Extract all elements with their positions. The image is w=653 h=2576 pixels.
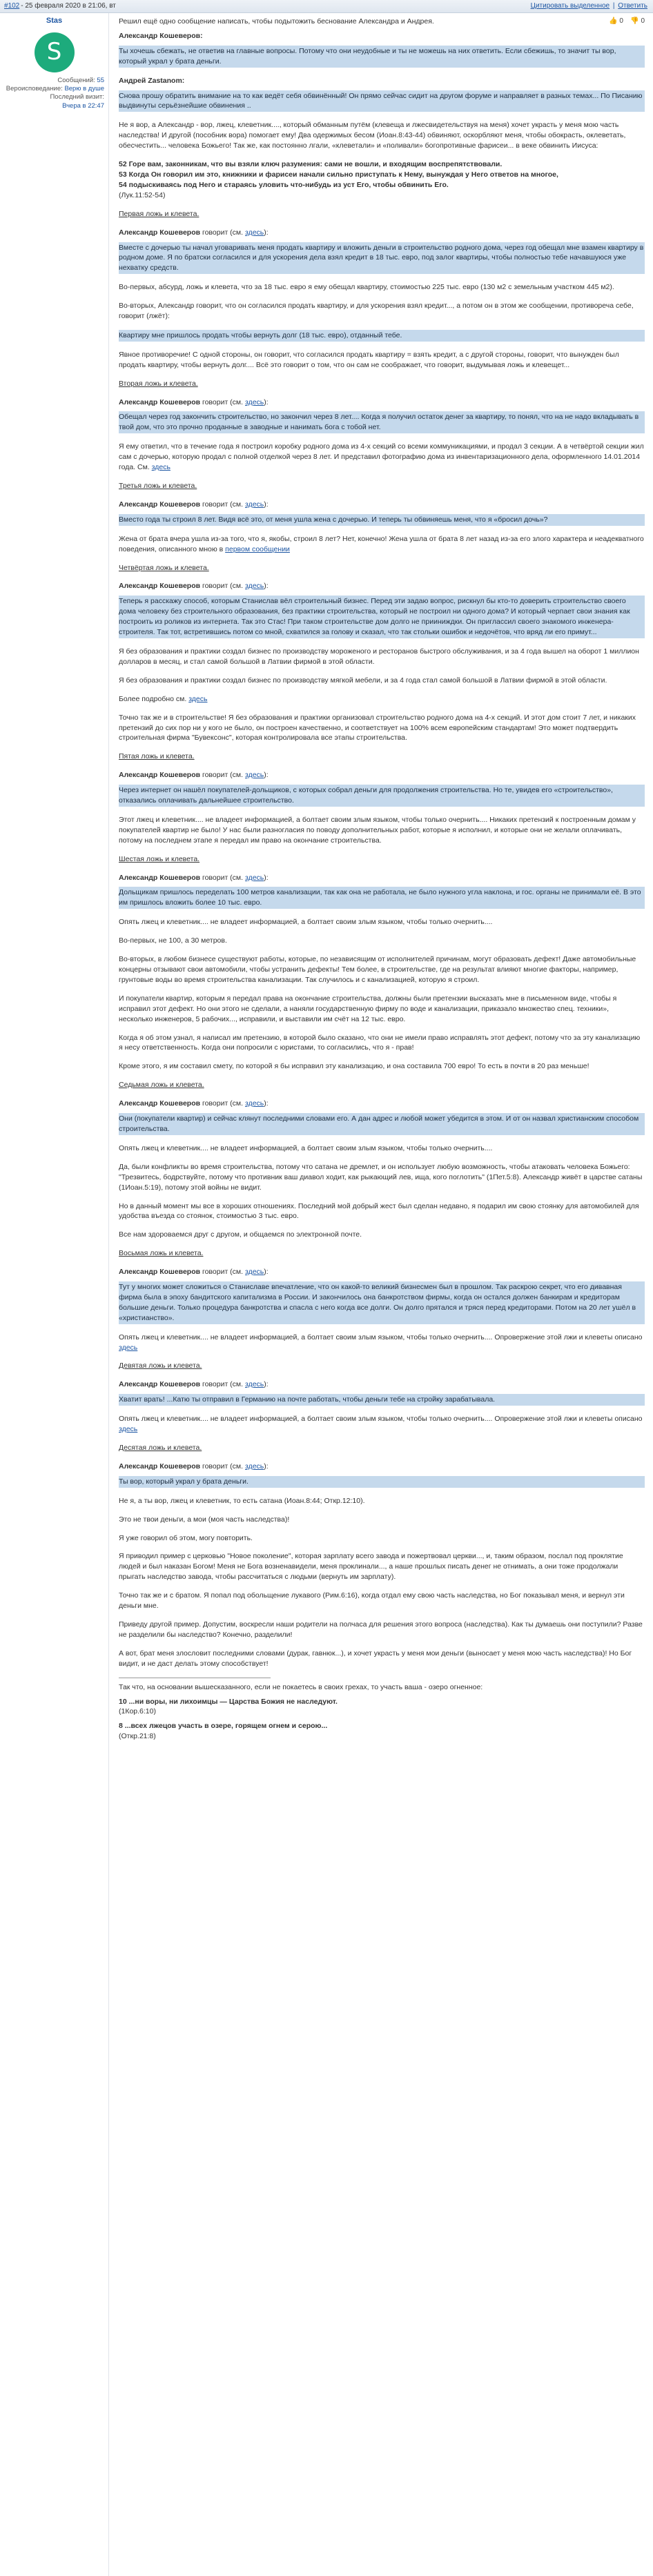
see-text: см. [232, 1462, 244, 1471]
paragraph [119, 1333, 645, 1353]
see-text: см. [232, 1380, 244, 1389]
messages-count: 55 [97, 76, 104, 84]
paragraph: А вот, брат меня злословит последними словами (дурак, гавнюк...), и хочет украсть у меня мои деньги (выносает у меня мою часть наследства)! Но Бог видит, и не даст делать этому способствует! [119, 1649, 632, 1668]
here-link[interactable]: здесь [244, 1099, 264, 1108]
see-text: см. [232, 397, 244, 406]
quote-block: Через интернет он нашёл покупателей-дольщиков, с которых собрал деньги для продолжения строительства. Но те, увидев его «строительство», отказались оплачивать дальнейшее строительство. [119, 785, 645, 807]
thumb-down-icon: 👎 [630, 17, 639, 26]
paragraph: Да, были конфликты во время строительства, потому что сатана не дремлет, и он использует любую возможность, чтобы атаковать человека Божьего: "Трезвитесь, бодрствуйте, потому что противник ваш диавол ходит, как рыкающий лев, ища, кого поглотить" (1Пет.5:8). Александр живёт в царстве сатаны (1Иоан.5:19), потому этой войны не видит. [119, 1162, 643, 1192]
paragraph-text: Я ему ответил, что в течение года я построил коробку родного дома из 4-х секций со всеми коммуникациями, и продал 3 секции. А в четвёртой секции жил сам с дочерью, которую продал с полной отделкой через 8 лет. И представил фотографию дома из инвентаризационного дела, оформленного 14.01.2014 года. См. [119, 442, 644, 472]
section-heading: Четвёртая ложь и клевета. [119, 563, 209, 572]
here-link[interactable]: здесь [244, 1462, 264, 1471]
quote-block: Вместо года ты строил 8 лет. Видя всё это, от меня ушла жена с дочерью. И теперь ты обвиняешь меня, что я «бросил дочь»? [119, 514, 645, 526]
says-text: говорит ( [200, 582, 233, 591]
paragraph: Это не твои деньги, а мои (моя часть наследства)! [119, 1515, 290, 1524]
paragraph [119, 694, 645, 705]
speaker-line [119, 1267, 645, 1277]
speaker-name: Александр Кошеверов [119, 500, 201, 509]
close-paren: ): [264, 771, 269, 780]
section-heading: Пятая ложь и клевета. [119, 752, 195, 761]
author-info [4, 77, 104, 110]
speaker-name: Александр Кошеверов [119, 582, 201, 591]
post-content [109, 13, 653, 2576]
speaker-line [119, 770, 645, 780]
like-count: 0 [619, 17, 623, 26]
quote-block: Ты вор, который украл у брата деньги. [119, 1476, 645, 1488]
thumb-up-icon: 👍 [608, 17, 618, 26]
author-name[interactable]: Stas [46, 17, 63, 25]
religion-value: Верю в душе [64, 84, 104, 92]
reply-link[interactable]: Ответить [618, 1, 647, 10]
here-link[interactable]: здесь [244, 228, 264, 237]
paragraph: Во-первых, абсурд, ложь и клевета, что за 18 тыс. евро я ему обещал квартиру, стоимостью 225 тыс. евро (130 м2 с земельным участком 445 м2). [119, 283, 614, 292]
paragraph: Точно так же и в строительстве! Я без образования и практики организовал строительство родного дома на 4-х секций. И этот дом стоит 7 лет, и никаких претензий до сих пор ни у кого не было, он построен качественно, и соответствует на 100% всем европейским стандартам! Это может подтвердить строительная фирма "Бувексонс", которая контролировала все этапы строительства. [119, 713, 636, 743]
section-heading: Седьмая ложь и клевета. [119, 1081, 204, 1090]
see-text: см. [232, 500, 244, 509]
see-text: см. [232, 873, 244, 882]
speaker-line [119, 397, 645, 408]
paragraph: Все нам здороваемся друг с другом, и общаемся по электронной почте. [119, 1230, 362, 1239]
last-visit-label: Последний визит: [50, 93, 104, 101]
says-text: говорит ( [200, 1462, 233, 1471]
verse: 53 Когда Он говорил им это, книжники и фарисеи начали сильно приступать к Нему, вынуждая у Него ответов на многое, [119, 170, 558, 179]
paragraph: Не я вор, а Александр - вор, лжец, клеветник...., который обманным путём (клевеща и лжесвидетельствуя на меня) хочет украсть у меня мою часть наследства! И другой (пособник вора) помогает ему! Два одержимых бесом (Иоан.8:43-44) обвиняют, оскорбляют меня, чтобы обокрасть, оклеветать, обесчестить... человека Божьего! Так же, как постоянно лгали, «клеветали» и «поливали» богопротивные фарисеи... в веке обвинить Иисуса: [119, 121, 626, 150]
quote-block: Ты хочешь сбежать, не ответив на главные вопросы. Потому что они неудобные и ты не можешь на них ответить. Если сбежишь, то значит ты вор, который украл у брата деньги. [119, 46, 645, 68]
scripture-quote [119, 1721, 645, 1742]
last-visit-value: Вчера в 22:47 [62, 101, 104, 110]
section-heading: Десятая ложь и клевета. [119, 1444, 202, 1452]
close-paren: ): [264, 873, 269, 882]
quote-block: Дольщикам пришлось переделать 100 метров канализации, так как она не работала, не было нужного угла наклона, и гос. органы не принимали её. В это им пришлось вложить более 10 тыс. евро. [119, 887, 645, 909]
avatar[interactable] [35, 32, 75, 72]
section-heading: Шестая ложь и клевета. [119, 854, 200, 863]
speaker-name: Андрей Zastanom: [119, 76, 185, 85]
see-text: см. [232, 582, 244, 591]
verse-ref: (Лук.11:52-54) [119, 190, 166, 199]
paragraph: Я приводил пример с церковью "Новое поколение", которая зарплату всего завода и пожертвовал церкви..., и, таким образом, послал под проклятие людей и был наказан Богом! Меня не Бога возненавидели, меня проклинали..., а наше прошлых писать денег не отнимать, а они тоже продолжали прыгать наследство завода, чтобы рассчитаться с людьми (вернуть им зарплату). [119, 1552, 623, 1582]
author-panel [0, 13, 109, 2576]
paragraph: Приведу другой пример. Допустим, воскресли наши родители на полчаса для решения этого вопроса (наследства). Как ты думаешь они поступили? Разве не разделили бы наследство? Конечно, разделили! [119, 1620, 643, 1639]
speaker-line [119, 228, 645, 238]
paragraph: Во-вторых, Александр говорит, что он согласился продать квартиру, и для ускорения взял кредит..., а потом он в этом же сообщении, противореча себе, говорит (лжёт): [119, 302, 634, 321]
paragraph: Во-вторых, в любом бизнесе существуют работы, которые, по независящим от исполнителей причинам, могут образовать дефект! Даже автомобильные концерны отзывают свои автомобили, чтобы устранить дефекты! Тем более, в строительстве, где на результат влияют многие факторы, например, грунтовые воды во время строительства канализации. Так случилось и с канализацией, которую я строил. [119, 955, 636, 984]
paragraph: Когда я об этом узнал, я написал им претензию, в которой было сказано, что они не имели право исправлять этот дефект, потому что за эту канализацию я несу ответственность. Когда они попросили с юристами, то согласились, что я - прав! [119, 1033, 641, 1052]
section-heading: Третья ложь и клевета. [119, 482, 197, 490]
close-paren: ): [264, 397, 269, 406]
here-link[interactable]: здесь [119, 1343, 138, 1352]
scripture-quote [119, 1697, 645, 1718]
post-number-link[interactable]: #102 [4, 1, 20, 10]
verse: 52 Горе вам, законникам, что вы взяли ключ разумения: сами не вошли, и входящим воспрепятствовали. [119, 160, 503, 169]
post-actions [529, 1, 649, 11]
quote-block: Квартиру мне пришлось продать чтобы вернуть долг (18 тыс. евро), отданный тебе. [119, 330, 645, 342]
verse: 10 ...ни воры, ни лихоимцы — Царства Божия не наследуют. [119, 1697, 338, 1706]
quote-block: Вместе с дочерью ты начал уговаривать меня продать квартиру и вложить деньги в строительство родного дома, через год обещал мне взамен квартиру в родном доме. Я по братски согласился и для ускорения дела взял кредит в 18 тыс. евро, под залог квартиры, чтобы полностью тебе начавшуюся уже нехватку средств. [119, 242, 645, 275]
scripture-quote [119, 159, 645, 201]
actions-separator: | [611, 1, 617, 10]
section-heading: Первая ложь и клевета. [119, 209, 199, 218]
verse: 54 подыскиваясь под Него и стараясь уловить что-нибудь из уст Его, чтобы обвинить Его. [119, 180, 449, 189]
close-paren: ): [264, 1462, 269, 1471]
paragraph [119, 442, 645, 473]
here-link[interactable]: здесь [244, 500, 264, 509]
see-text: см. [232, 228, 244, 237]
see-text: см. [232, 1268, 244, 1277]
says-text: говорит ( [200, 873, 233, 882]
speaker-name: Александр Кошеверов [119, 771, 201, 780]
speaker-line [119, 581, 645, 591]
religion-label: Вероисповедание: [6, 84, 63, 92]
paragraph: Опять лжец и клеветник.... не владеет информацией, а болтает своим злым языком, чтобы только очернить.... [119, 918, 493, 927]
speaker-name: Александр Кошеверов [119, 873, 201, 882]
says-text: говорит ( [200, 1099, 233, 1108]
paragraph: Я без образования и практики создал бизнес по производству мягкой мебели, и за 4 года стал самой большой в Латвии фирмой в этой области. [119, 676, 607, 685]
speaker-name: Александр Кошеверов [119, 1099, 201, 1108]
verse-ref: (Откр.21:8) [119, 1732, 156, 1741]
speaker-name: Александр Кошеверов: [119, 31, 203, 40]
paragraph: И покупатели квартир, которым я передал права на окончание строительства, должны были претензии высказать мне в письменном виде, чтобы я исправил этот дефект. Но они этого не сделали, а наняли государственную фирму по воде и канализации, приказало множество спец. техники», несколько инженеров, 5 рабочих..., исправили, и выставили им счёт на 12 тыс. евро. [119, 994, 617, 1023]
avatar-letter: S [46, 38, 62, 66]
first-message-link[interactable]: первом сообщении [225, 544, 290, 553]
intro-text: Решил ещё одно сообщение написать, чтобы подытожить беснование Александра и Андрея. [119, 17, 434, 26]
close-paren: ): [264, 1268, 269, 1277]
paragraph: Но в данный момент мы все в хороших отношениях. Последний мой добрый жест был сделан недавно, я подарил им свою стоянку для автомобилей для удобства въезда со стоянок, стоимостью 3 тыс. евро. [119, 1201, 639, 1221]
here-link[interactable]: здесь [244, 873, 264, 882]
quote-block: Они (покупатели квартир) и сейчас клянут последними словами его. А дан адрес и любой может убедится в этом. И от он назвал христианским способом строительства. [119, 1113, 645, 1135]
section-heading: Девятая ложь и клевета. [119, 1361, 202, 1370]
paragraph: Точно так же и с братом. Я попал под обольщение лукавого (Рим.6:16), когда отдал ему свою часть наследства, но Бог показывал меня, и вернул эти деньги мне. [119, 1591, 625, 1611]
close-paren: ): [264, 1099, 269, 1108]
quote-block: Обещал через год закончить строительство, но закончил через 8 лет.... Когда я получил остаток денег за квартиру, то понял, что на не надо вкладывать в твой дом, что это прочно проданные в заводные и нанимать бога с тобой нет. [119, 411, 645, 433]
quote-block: Хватит врать! ...Катю ты отправил в Германию на почте работать, чтобы деньги тебе на стройку зарабатывала. [119, 1394, 645, 1406]
says-text: говорит ( [200, 1380, 233, 1389]
dislike-count: 0 [641, 17, 645, 26]
close-paren: ): [264, 582, 269, 591]
says-text: говорит ( [200, 771, 233, 780]
paragraph: Не я, а ты вор, лжец и клеветник, то есть сатана (Иоан.8:44; Откр.12:10). [119, 1496, 365, 1505]
says-text: говорит ( [200, 500, 233, 509]
speaker-name: Александр Кошеверов [119, 397, 201, 406]
verse-ref: (1Кор.6:10) [119, 1707, 156, 1716]
here-link[interactable]: здесь [151, 463, 170, 472]
verse: 8 ...всех лжецов участь в озере, горящем огнем и серою... [119, 1722, 328, 1731]
speaker-line [119, 1462, 645, 1472]
speaker-line [119, 1379, 645, 1390]
says-text: говорит ( [200, 228, 233, 237]
section-heading: Восьмая ложь и клевета. [119, 1249, 204, 1258]
here-link[interactable]: здесь [119, 1425, 138, 1434]
close-paren: ): [264, 228, 269, 237]
speaker-name: Александр Кошеверов [119, 228, 201, 237]
paragraph: Я без образования и практики создал бизнес по производству мороженого и ресторанов быстрого обслуживания, и за 4 года вышел на оборот 1 миллион долларов в месяц, и стал самой большой в Латвии фирмой в этой области. [119, 647, 639, 666]
here-link[interactable]: здесь [244, 397, 264, 406]
paragraph: Так что, на основании вышесказанного, если не покаетесь в своих грехах, то участь ваша - озеро огненное: [119, 1682, 483, 1691]
messages-label: Сообщений: [57, 76, 95, 84]
paragraph [119, 1414, 645, 1435]
speaker-line [119, 1099, 645, 1109]
like-button[interactable] [609, 17, 623, 26]
post-header [0, 0, 653, 13]
quote-selected-link[interactable]: Цитировать выделенное [530, 1, 610, 10]
paragraph-text: Опять лжец и клеветник.... не владеет информацией, а болтает своим злым языком, чтобы только очернить.... Опровержение этой лжи и клеветы описано [119, 1333, 643, 1341]
speaker-name: Александр Кошеверов [119, 1462, 201, 1471]
quote-block: Снова прошу обратить внимание на то как ведёт себя обвинённый! Он прямо сейчас сидит на другом форуме и направляет в разных темах... По Писанию выдвинуты серьёзнейшие обвинения .. [119, 90, 645, 112]
paragraph: Опять лжец и клеветник.... не владеет информацией, а болтает своим злым языком, чтобы только очернить.... [119, 1143, 493, 1152]
paragraph: Я уже говорил об этом, могу повторить. [119, 1533, 253, 1542]
paragraph [119, 534, 645, 555]
says-text: говорит ( [200, 397, 233, 406]
here-link[interactable]: здесь [244, 771, 264, 780]
here-link[interactable]: здесь [244, 1380, 264, 1389]
speaker-name: Александр Кошеверов [119, 1380, 201, 1389]
see-text: см. [232, 771, 244, 780]
section-heading: Вторая ложь и клевета. [119, 379, 198, 388]
paragraph-text: Более подробно см. [119, 694, 187, 703]
here-link[interactable]: здесь [244, 1268, 264, 1277]
speaker-line [119, 873, 645, 883]
paragraph: Этот лжец и клеветник.... не владеет информацией, а болтает своим злым языком, чтобы только очернить.... Никаких претензий к построенным домам у покупателей квартир не было! У нас были разногласия по поводу дополнительных работ, которые я исполнил, и которые они не желали оплачивать, потому на последнем этапе я передал им право на окончание строительства. [119, 815, 636, 845]
paragraph: Явное противоречие! С одной стороны, он говорит, что согласился продать квартиру = взять кредит, а с другой стороны, говорит, что вынужден был продать квартиру, чтобы вернуть долг.... Всё это говорит о том, что он сам не соображает, что говорит, выдумывая ложь и клевещет... [119, 350, 619, 369]
close-paren: ): [264, 1380, 269, 1389]
close-paren: ): [264, 500, 269, 509]
paragraph: Кроме этого, я им составил смету, по которой я бы исправил эту канализацию, и она составила 700 евро! То есть в почти в 20 раз меньше! [119, 1062, 589, 1071]
speaker-line [119, 500, 645, 510]
quote-block: Теперь я расскажу способ, которым Станислав вёл строительный бизнес. Перед эти задаю вопрос, рискнул бы кто-то доверить строительство своего дома человеку без строительного образования, без практики строительства, который не построил ни одного дома? И который черпает свои знания как построить из роликов из интернета. Так это Стас! При таком строительстве дом долго не прииниждки. Он приглассил своего знакомого инженера-строителя. Так тот, встретившись потом со мной, схватился за голову и сказал, что так стольки ошибок и недочётов, что вряд ли его примут... [119, 596, 645, 638]
dislike-button[interactable] [630, 17, 645, 26]
here-link[interactable]: здесь [244, 582, 264, 591]
paragraph-text: Жена от брата вчера ушла из-за того, что я, якобы, строил 8 лет? Нет, конечно! Жена ушла от брата 8 лет назад из-за его злого характера и неадекватного поведения, описанного мною в [119, 534, 644, 553]
here-link[interactable]: здесь [188, 694, 208, 703]
says-text: говорит ( [200, 1268, 233, 1277]
paragraph: Во-первых, не 100, а 30 метров. [119, 936, 227, 945]
rating [609, 17, 645, 26]
quote-block: Тут у многих может сложиться о Станиславе впечатление, что он какой-то великий бизнесмен был в прошлом. Так раскрою секрет, что его дивавная фирма была в эпоху бандитского капитализма в России. И закончилось она банкротством фирмы, когда он остался должен банкирам и кредиторам большие деньги. Только процедура банкротства и спасла с него когда все долги. Он долго прятался и тряся перед кредиторами. Потом на 20 лет ушёл в «христианство». [119, 1281, 645, 1324]
speaker-name: Александр Кошеверов [119, 1268, 201, 1277]
see-text: см. [232, 1099, 244, 1108]
post-date: - 25 февраля 2020 в 21:06, вт [21, 1, 116, 10]
paragraph-text: Опять лжец и клеветник.... не владеет информацией, а болтает своим злым языком, чтобы только очернить.... Опровержение этой лжи и клеветы описано [119, 1415, 643, 1424]
